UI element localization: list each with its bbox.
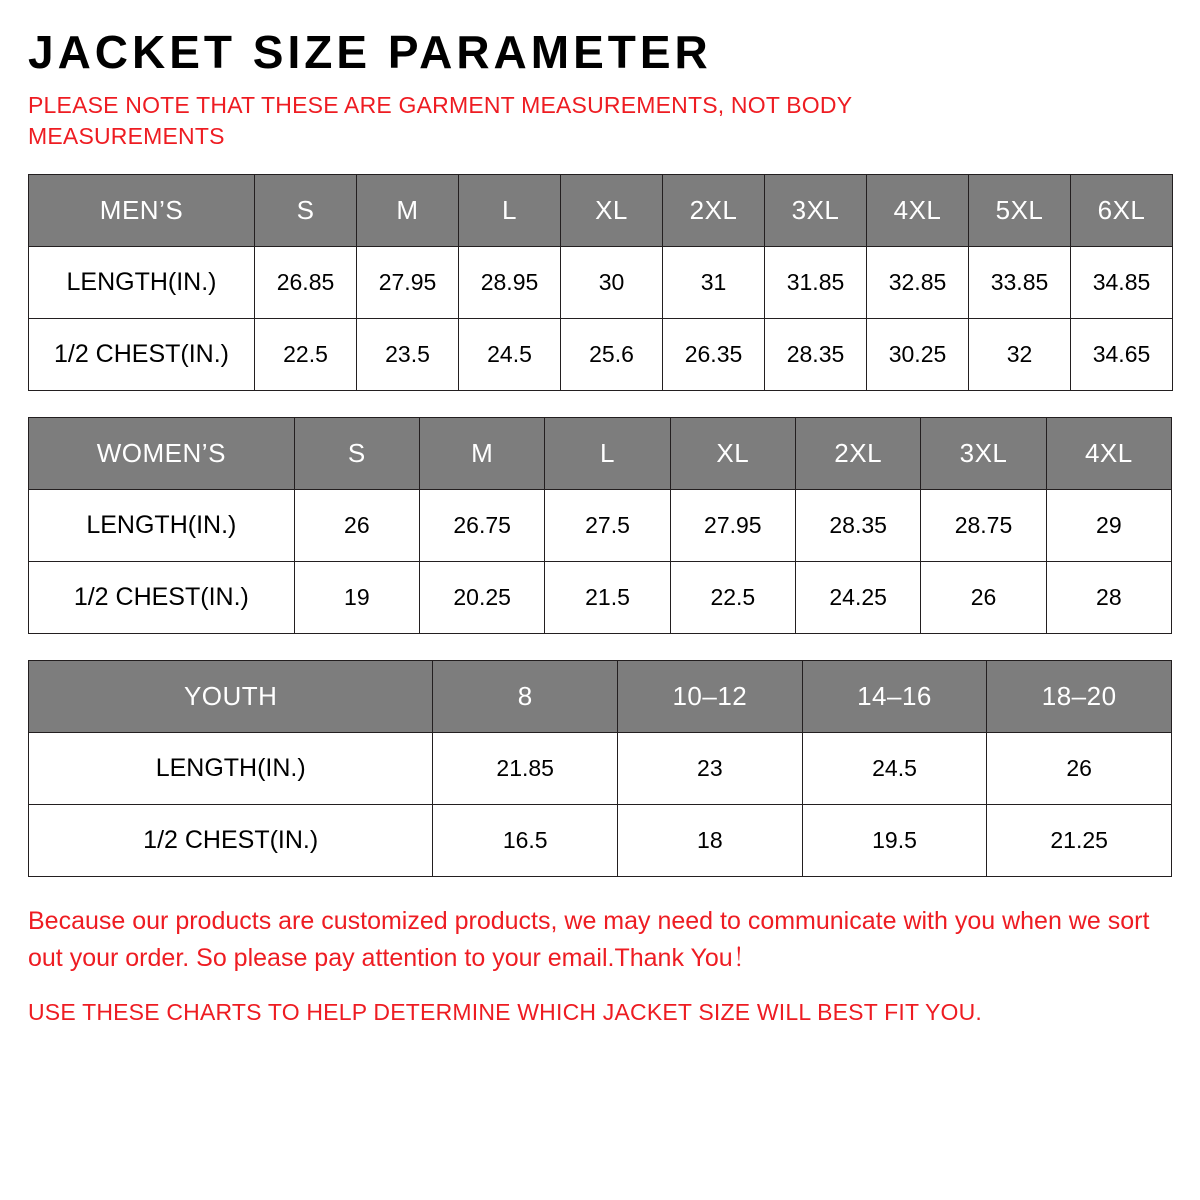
womens-header-cell: 4XL bbox=[1046, 418, 1171, 490]
table-cell: 26.35 bbox=[663, 319, 765, 391]
table-cell: 16.5 bbox=[433, 805, 618, 877]
table-cell: 27.95 bbox=[670, 490, 795, 562]
youth-header-label: YOUTH bbox=[29, 661, 433, 733]
table-row bbox=[29, 733, 1172, 805]
mens-size-table bbox=[28, 174, 1173, 391]
row-label: LENGTH(IN.) bbox=[29, 490, 295, 562]
table-cell: 24.5 bbox=[802, 733, 987, 805]
table-cell: 20.25 bbox=[420, 562, 545, 634]
table-row bbox=[29, 562, 1172, 634]
table-cell: 27.5 bbox=[545, 490, 670, 562]
mens-header-cell: S bbox=[255, 175, 357, 247]
mens-header-cell: 5XL bbox=[969, 175, 1071, 247]
youth-header-cell: 8 bbox=[433, 661, 618, 733]
page-title: JACKET SIZE PARAMETER bbox=[28, 26, 712, 78]
mens-header-cell: 2XL bbox=[663, 175, 765, 247]
table-cell: 28.35 bbox=[765, 319, 867, 391]
table-cell: 21.85 bbox=[433, 733, 618, 805]
table-cell: 25.6 bbox=[561, 319, 663, 391]
table-cell: 19 bbox=[294, 562, 419, 634]
womens-header-cell: L bbox=[545, 418, 670, 490]
table-cell: 32.85 bbox=[867, 247, 969, 319]
table-header-row bbox=[29, 661, 1172, 733]
mens-header-cell: L bbox=[459, 175, 561, 247]
womens-header-label: WOMEN’S bbox=[29, 418, 295, 490]
table-cell: 23.5 bbox=[357, 319, 459, 391]
table-cell: 28 bbox=[1046, 562, 1171, 634]
table-cell: 24.5 bbox=[459, 319, 561, 391]
womens-header-cell: 2XL bbox=[796, 418, 921, 490]
mens-header-cell: 4XL bbox=[867, 175, 969, 247]
womens-header-cell: XL bbox=[670, 418, 795, 490]
table-cell: 29 bbox=[1046, 490, 1171, 562]
table-cell: 26 bbox=[294, 490, 419, 562]
row-label: LENGTH(IN.) bbox=[29, 733, 433, 805]
table-cell: 28.35 bbox=[796, 490, 921, 562]
table-cell: 30.25 bbox=[867, 319, 969, 391]
mens-header-cell: XL bbox=[561, 175, 663, 247]
table-row bbox=[29, 247, 1173, 319]
table-cell: 26.85 bbox=[255, 247, 357, 319]
table-cell: 32 bbox=[969, 319, 1071, 391]
table-cell: 31.85 bbox=[765, 247, 867, 319]
mens-header-cell: M bbox=[357, 175, 459, 247]
row-label: 1/2 CHEST(IN.) bbox=[29, 805, 433, 877]
youth-size-table bbox=[28, 660, 1172, 877]
youth-header-cell: 10–12 bbox=[618, 661, 803, 733]
table-cell: 23 bbox=[618, 733, 803, 805]
table-row bbox=[29, 490, 1172, 562]
mens-header-label: MEN’S bbox=[29, 175, 255, 247]
table-cell: 26 bbox=[987, 733, 1172, 805]
table-cell: 21.5 bbox=[545, 562, 670, 634]
table-row bbox=[29, 805, 1172, 877]
table-header-row bbox=[29, 175, 1173, 247]
youth-header-cell: 18–20 bbox=[987, 661, 1172, 733]
table-cell: 26.75 bbox=[420, 490, 545, 562]
table-cell: 24.25 bbox=[796, 562, 921, 634]
womens-header-cell: M bbox=[420, 418, 545, 490]
table-cell: 18 bbox=[618, 805, 803, 877]
top-note: PLEASE NOTE THAT THESE ARE GARMENT MEASUREMENTS, NOT BODY MEASUREMENTS bbox=[28, 92, 852, 150]
chart-usage-note: USE THESE CHARTS TO HELP DETERMINE WHICH JACKET SIZE WILL BEST FIT YOU. bbox=[28, 998, 982, 1025]
table-cell: 28.75 bbox=[921, 490, 1046, 562]
table-cell: 33.85 bbox=[969, 247, 1071, 319]
table-cell: 31 bbox=[663, 247, 765, 319]
table-cell: 21.25 bbox=[987, 805, 1172, 877]
table-row bbox=[29, 319, 1173, 391]
table-cell: 28.95 bbox=[459, 247, 561, 319]
table-cell: 27.95 bbox=[357, 247, 459, 319]
row-label: LENGTH(IN.) bbox=[29, 247, 255, 319]
table-cell: 22.5 bbox=[255, 319, 357, 391]
youth-header-cell: 14–16 bbox=[802, 661, 987, 733]
mens-header-cell: 3XL bbox=[765, 175, 867, 247]
table-cell: 22.5 bbox=[670, 562, 795, 634]
mens-header-cell: 6XL bbox=[1071, 175, 1173, 247]
table-cell: 30 bbox=[561, 247, 663, 319]
womens-header-cell: 3XL bbox=[921, 418, 1046, 490]
table-cell: 34.65 bbox=[1071, 319, 1173, 391]
row-label: 1/2 CHEST(IN.) bbox=[29, 319, 255, 391]
row-label: 1/2 CHEST(IN.) bbox=[29, 562, 295, 634]
customization-note: Because our products are customized products, we may need to communicate with you when we sort out your order. So please pay attention to your email.Thank You！ bbox=[28, 907, 1150, 972]
table-cell: 34.85 bbox=[1071, 247, 1173, 319]
womens-size-table bbox=[28, 417, 1172, 634]
womens-header-cell: S bbox=[294, 418, 419, 490]
table-cell: 19.5 bbox=[802, 805, 987, 877]
table-cell: 26 bbox=[921, 562, 1046, 634]
table-header-row bbox=[29, 418, 1172, 490]
